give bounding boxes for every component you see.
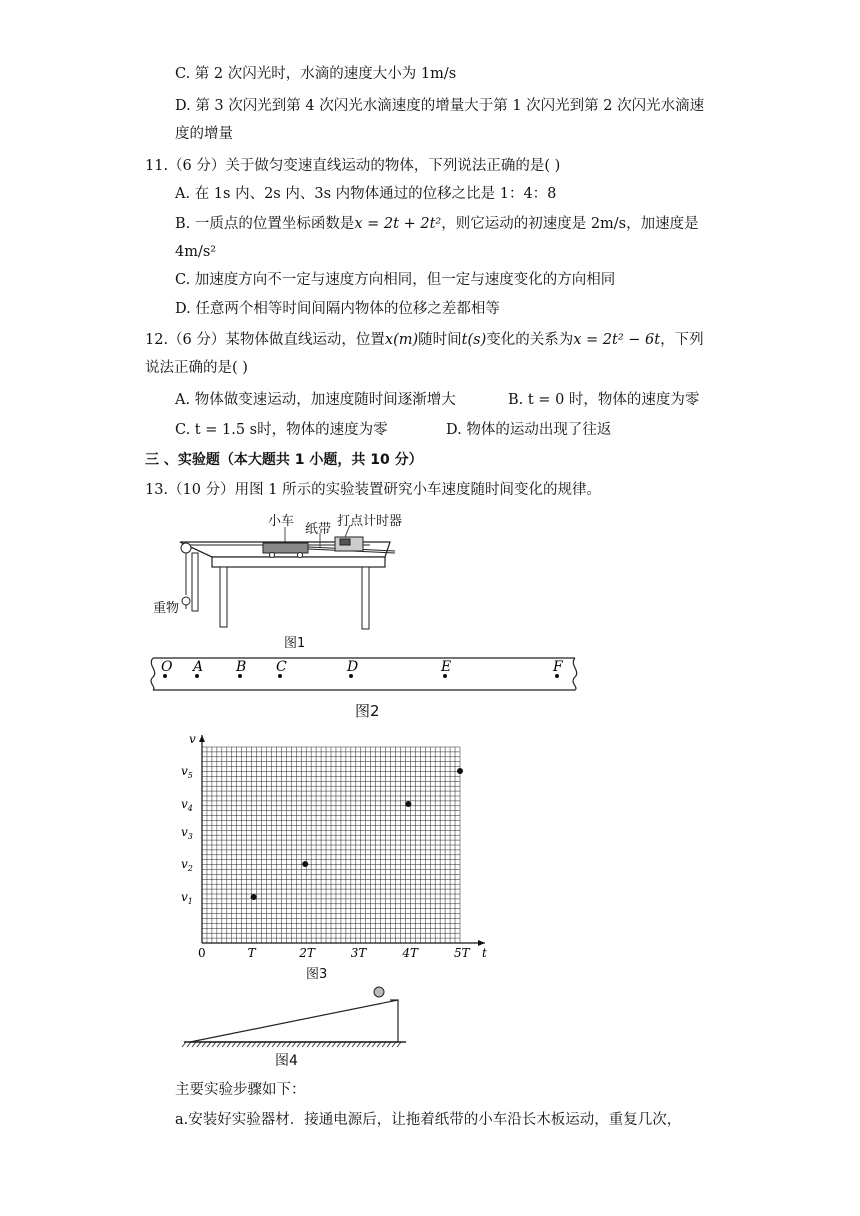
tape-label-D: D <box>347 659 359 675</box>
tape-label-E: E <box>441 659 452 675</box>
figure-2-tape <box>145 655 585 695</box>
q11-option-b-pre: B. 一质点的位置坐标函数是 <box>175 216 355 232</box>
tape-label-O: O <box>161 659 173 675</box>
fig1-caption: 图1 <box>284 636 306 651</box>
x-tick-2T: 2T <box>299 946 315 960</box>
x-tick-4T: 4T <box>402 946 419 960</box>
data-point-2T <box>302 861 308 867</box>
fig2-caption: 图2 <box>355 702 380 720</box>
y-tick-v3: $v_3$ <box>181 825 193 841</box>
q12-option-a: A. 物体做变速运动，加速度随时间逐渐增大 <box>175 392 456 408</box>
q12-option-d: D. 物体的运动出现了往返 <box>446 422 612 438</box>
section-heading: 三 、实验题（本大题共 1 小题，共 10 分） <box>145 452 423 468</box>
x-tick-0: 0 <box>198 946 206 960</box>
fig4-caption: 图4 <box>275 1053 298 1069</box>
figure-4-incline <box>180 980 410 1050</box>
data-point-5T <box>457 768 463 774</box>
y-tick-v2: $v_2$ <box>181 857 193 873</box>
x-tick-T: T <box>247 946 256 960</box>
q12-option-b: B. t = 0 时，物体的速度为零 <box>508 392 700 408</box>
x-tick-3T: 3T <box>350 946 367 960</box>
q13-stem: 13.（10 分）用图 1 所示的实验装置研究小车速度随时间变化的规律。 <box>145 482 602 498</box>
tape-label-A: A <box>193 659 204 675</box>
q11-option-b-post: ，则它运动的初速度是 2m/s，加速度是 <box>441 216 699 232</box>
tape-label-C: C <box>276 659 287 675</box>
q11-option-b <box>175 214 699 234</box>
q13-steps-title: 主要实验步骤如下： <box>175 1082 306 1098</box>
v-axis-label: v <box>189 732 196 746</box>
q11-option-b-line2: 4m/s² <box>175 244 217 260</box>
v-axis-arrow <box>199 735 205 742</box>
q12-stem-mid: 随时间 <box>418 332 462 348</box>
x-tick-5T: 5T <box>454 946 470 960</box>
q12-stem-t: t(s) <box>461 332 487 348</box>
q12-stem-mid2: 变化的关系为 <box>486 332 574 348</box>
q10-option-d-line1: D. 第 3 次闪光到第 4 次闪光水滴速度的增量大于第 1 次闪光到第 2 次闪光水滴速 <box>175 98 705 114</box>
fig1-label-car: 小车 <box>268 514 295 529</box>
q11-option-b-formula: x = 2t + 2t² <box>354 216 442 232</box>
tape-label-F: F <box>553 659 563 675</box>
q13-step-a: a.安装好实验器材．接通电源后，让拖着纸带的小车沿长木板运动，重复几次， <box>175 1112 682 1128</box>
fig1-label-weight: 重物 <box>153 601 180 616</box>
figure-3-vt-graph <box>175 725 495 970</box>
q10-option-c: C. 第 2 次闪光时，水滴的速度大小为 1m/s <box>175 66 457 82</box>
q10-option-d-line2: 度的增量 <box>175 126 233 142</box>
q12-option-c: C. t = 1.5 s时，物体的速度为零 <box>175 422 388 438</box>
data-point-T <box>251 894 257 900</box>
t-axis-label: t <box>482 946 487 960</box>
q12-stem <box>145 330 704 350</box>
q12-stem-post: ，下列 <box>660 332 704 348</box>
q12-stem-line2: 说法正确的是( ) <box>145 360 248 376</box>
fig3-caption: 图3 <box>306 967 328 982</box>
graph-grid <box>202 747 460 943</box>
y-tick-v4: $v_4$ <box>181 797 193 813</box>
data-point-4T <box>405 801 411 807</box>
q12-stem-pre: 12.（6 分）某物体做直线运动，位置 <box>145 332 385 348</box>
q11-stem: 11.（6 分）关于做匀变速直线运动的物体，下列说法正确的是( ) <box>145 158 561 174</box>
tape-label-B: B <box>236 659 247 675</box>
q11-option-d: D. 任意两个相等时间间隔内物体的位移之差都相等 <box>175 301 500 317</box>
y-tick-v5: $v_5$ <box>181 764 193 780</box>
fig1-label-timer: 打点计时器 <box>337 514 403 529</box>
q12-stem-x: x(m) <box>384 332 419 348</box>
q11-option-c: C. 加速度方向不一定与速度方向相同，但一定与速度变化的方向相同 <box>175 272 616 288</box>
q12-stem-formula: x = 2t² − 6t <box>573 332 661 348</box>
fig1-label-tape: 纸带 <box>305 522 332 537</box>
y-tick-v1: $v_1$ <box>181 890 193 906</box>
q11-option-a: A. 在 1s 内、2s 内、3s 内物体通过的位移之比是 1：4：8 <box>175 186 557 202</box>
